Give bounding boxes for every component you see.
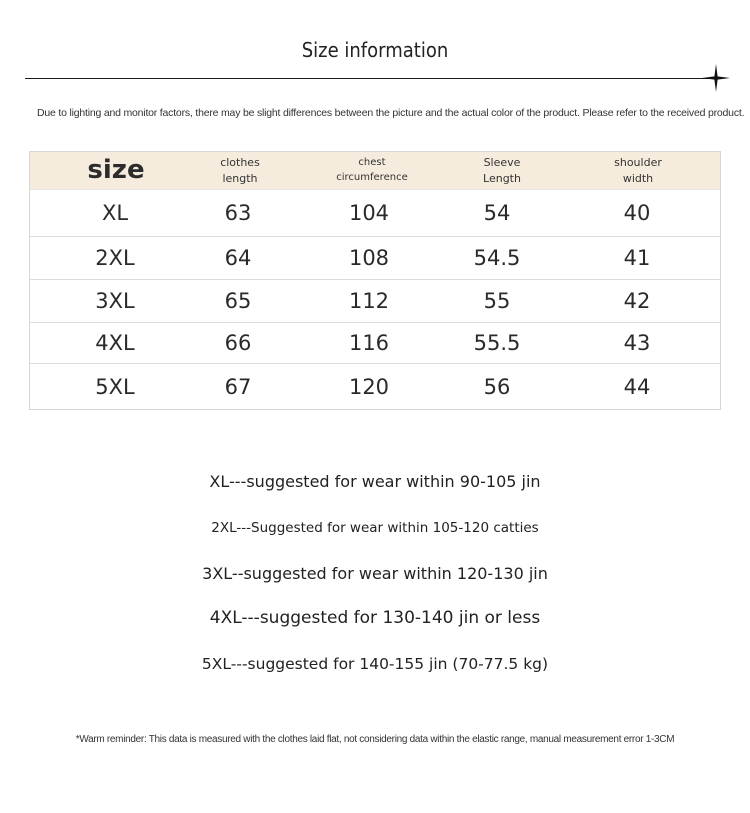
header-size [30,152,202,189]
header-sleeve-line1: Sleeve [483,155,521,169]
cell-chest: 116 [348,331,390,355]
cell-clothes-length: 63 [224,201,252,225]
cell-clothes-length: 64 [224,246,252,270]
header-size-label: size [87,154,145,185]
header-shoulder-line2: width [622,171,654,185]
cell-clothes-length: 67 [224,374,252,399]
header-sleeve-length [442,152,562,189]
suggestion-xl: XL---suggested for wear within 90-105 jin [209,472,541,491]
cell-size: 4XL [95,331,135,355]
cell-clothes-length: 66 [224,331,252,355]
suggestion-3xl: 3XL--suggested for wear within 120-130 jin [202,564,548,583]
table-header [30,152,720,189]
cell-chest: 108 [348,246,390,270]
header-shoulder-line1: shoulder [614,155,662,169]
cell-clothes-length: 65 [224,289,252,313]
cell-chest: 120 [348,374,390,399]
cell-shoulder: 40 [623,201,651,225]
cell-size: XL [101,201,129,225]
header-clothes-length [180,152,300,189]
table-row [30,189,720,236]
measurement-reminder: *Warm reminder: This data is measured with the clothes laid flat, not considering data within the elastic range, manual measurement error 1-3CM [75,734,675,745]
cell-size: 2XL [95,246,135,270]
suggestion-2xl: 2XL---Suggested for wear within 105-120 catties [211,520,539,536]
table-row [30,279,720,322]
header-sleeve-line2: Length [483,171,521,185]
suggestion-4xl: 4XL---suggested for 130-140 jin or less [209,608,541,628]
color-disclaimer: Due to lighting and monitor factors, there may be slight differences between the picture and the actual color of the product. Please refer to the received product. [37,107,745,119]
size-table [29,151,721,410]
cell-shoulder: 43 [623,331,651,355]
title-divider [25,78,715,79]
cell-size: 3XL [95,289,135,313]
table-row [30,322,720,363]
cell-chest: 104 [348,201,390,225]
header-shoulder-width [578,152,698,189]
cell-sleeve: 56 [483,374,511,399]
table-row [30,363,720,409]
suggestion-5xl: 5XL---suggested for 140-155 jin (70-77.5 kg) [201,655,549,673]
header-chest-line2: circumference [336,171,408,183]
cell-sleeve: 54 [483,201,511,225]
header-clothes-length-line2: length [222,171,258,185]
cell-shoulder: 42 [623,289,651,313]
header-chest-circumference [310,152,434,189]
cell-shoulder: 41 [623,246,651,270]
cell-sleeve: 54.5 [473,246,521,270]
four-point-star-icon [702,64,730,92]
cell-sleeve: 55 [483,289,511,313]
cell-shoulder: 44 [623,374,651,399]
cell-size: 5XL [95,374,135,399]
table-row [30,236,720,279]
cell-chest: 112 [348,289,390,313]
header-chest-line1: chest [358,157,386,168]
header-clothes-length-line1: clothes [220,155,260,169]
page-title: Size information [301,38,449,62]
cell-sleeve: 55.5 [473,331,521,355]
